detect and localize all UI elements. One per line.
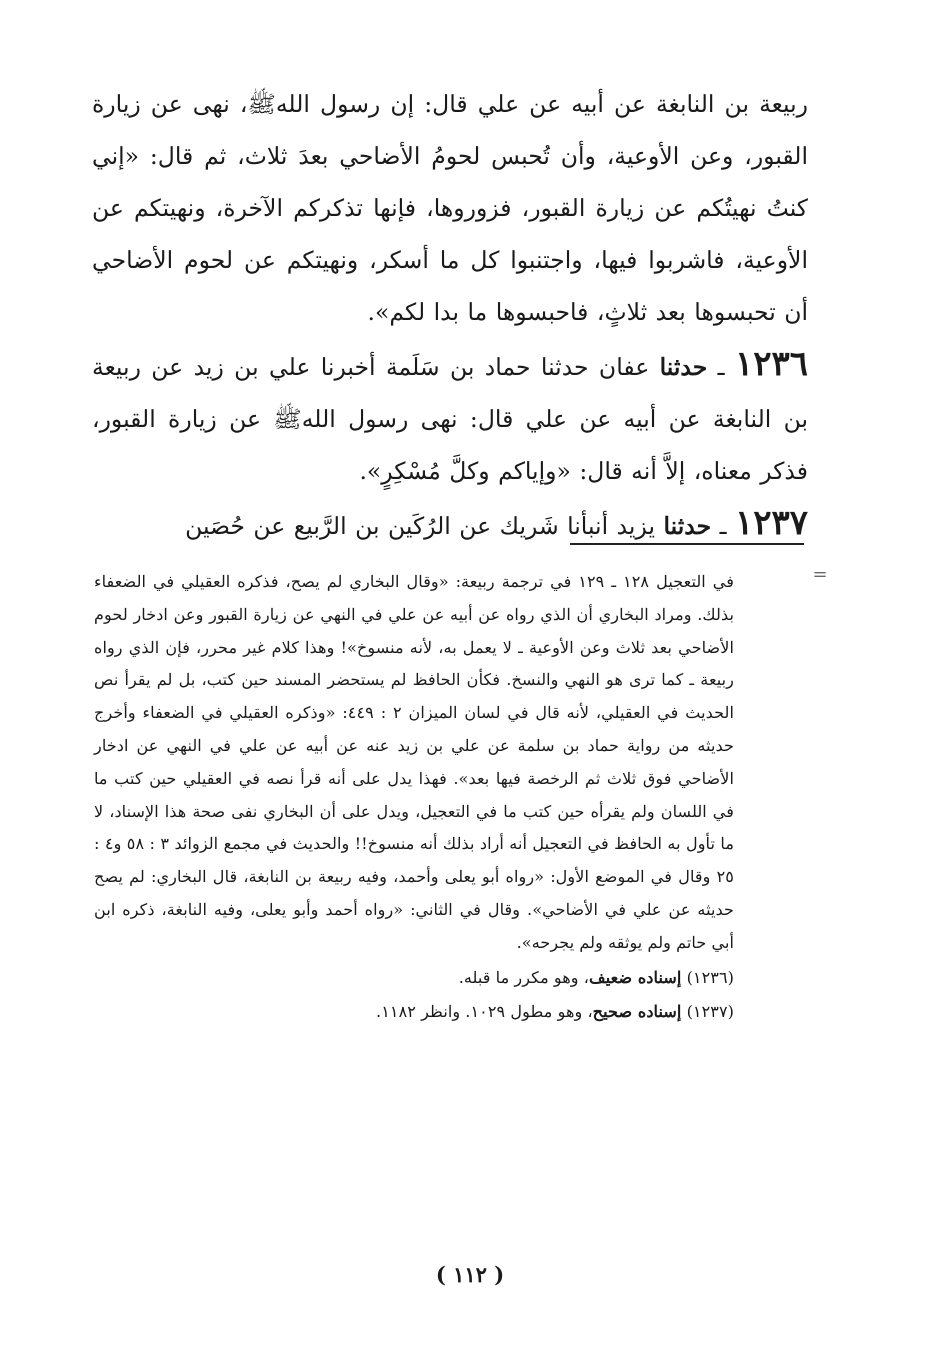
continuation-mark: =: [812, 564, 828, 585]
hadith-text: عفان حدثنا حماد بن سَلَمة أخبرنا علي بن زيد عن ربيعة بن النابغة عن أبيه عن علي قال: نهى رسول اللهﷺ عن زيارة القبور، فذكر معناه، إلاَّ أنه قال: «وإياكم وكلَّ مُسْكِرٍ».: [92, 353, 808, 485]
hadith-1236: [92, 338, 808, 497]
footnote-grade: إسناده ضعيف: [589, 967, 682, 987]
main-text: [92, 78, 808, 552]
haddathana-word: حدثنا: [659, 353, 708, 381]
hadith-number: ١٢٣٧: [734, 503, 808, 543]
footnote-grade: إسناده صحيح: [592, 1002, 682, 1022]
footnotes: [94, 566, 734, 1029]
footnote-1237: [94, 996, 734, 1029]
hadith-number: ١٢٣٦: [734, 344, 808, 384]
haddathana-word: حدثنا: [663, 512, 712, 540]
footnote-1236: [94, 962, 734, 995]
page-number: ( ١١٢ ): [435, 1262, 505, 1287]
footnote-text: ، وهو مطول ١٠٢٩. وانظر ١١٨٢.: [376, 1002, 593, 1022]
footnote-label: (١٢٣٧): [686, 1002, 734, 1022]
footnote-separator: [570, 543, 804, 545]
hadith-dash: ـ: [711, 512, 735, 540]
footnote-text: ، وهو مكرر ما قبله.: [458, 967, 589, 987]
hadith-continuation: ربيعة بن النابغة عن أبيه عن علي قال: إن رسول اللهﷺ، نهى عن زيارة القبور، وعن الأوعية، وأن تُحبس لحومُ الأضاحي بعدَ ثلاث، ثم قال: «إني كنتُ نهيتُكم عن زيارة القبور، فزوروها، فإنها تذكركم الآخرة، ونهيتكم عن الأوعية، فاشربوا فيها، واجتنبوا كل ما أسكر، ونهيتكم عن لحوم الأضاحي أن تحبسوها بعد ثلاثٍ، فاحبسوها ما بدا لكم».: [92, 90, 808, 326]
footnote-continued: في التعجيل ١٢٨ ـ ١٢٩ في ترجمة ربيعة: «وقال البخاري لم يصح، فذكره العقيلي في الضعفاء بذلك. ومراد البخاري أن الذي رواه عن أبيه عن علي في النهي عن زيارة القبور وعن ادخار لحوم الأضاحي بعد ثلاث وعن الأوعية ـ لا يعمل به، لأنه منسوخ»! وهذا كلام غير محرر، فإن الذي رواه ربيعة ـ كما ترى هو النهي والنسخ. فكأن الحافظ لم يستحضر المسند حين كتب، بل لم يقرأ نص الحديث في العقيلي، لأنه قال في لسان الميزان ٢ : ٤٤٩: «وذكره العقيلي في الضعفاء وأخرج حديثه من رواية حماد بن سلمة عن علي بن زيد عنه عن أبيه عن علي في النهي عن ادخار الأضاحي فوق ثلاث ثم الرخصة فيها بعد». فهذا يدل على أنه قرأ نصه في العقيلي حين كتب ما في اللسان ولم يقرأه حين كتب ما في التعجيل، ويدل على أن البخاري نفى صحة هذا الإسناد، لا ما تأول به الحافظ في التعجيل أنه أراد بذلك أنه منسوخ!! والحديث في مجمع الزوائد ٣ : ٥٨ و٤ : ٢٥ وقال في الموضع الأول: «رواه أبو يعلى وأحمد، وفيه ربيعة بن النابغة، قال البخاري: لم يصح حديثه عن علي في الأضاحي». وقال في الثاني: «رواه أحمد وأبو يعلى، وفيه النابغة، ذكره ابن أبي حاتم ولم يوثقه ولم يجرحه».: [94, 572, 734, 952]
footnote-label: (١٢٣٦): [686, 967, 734, 987]
hadith-dash: ـ: [707, 353, 735, 381]
hadith-text: يزيد أنبأنا شَريك عن الرُكَين بن الرَّبيع عن حُصَين: [185, 512, 664, 540]
